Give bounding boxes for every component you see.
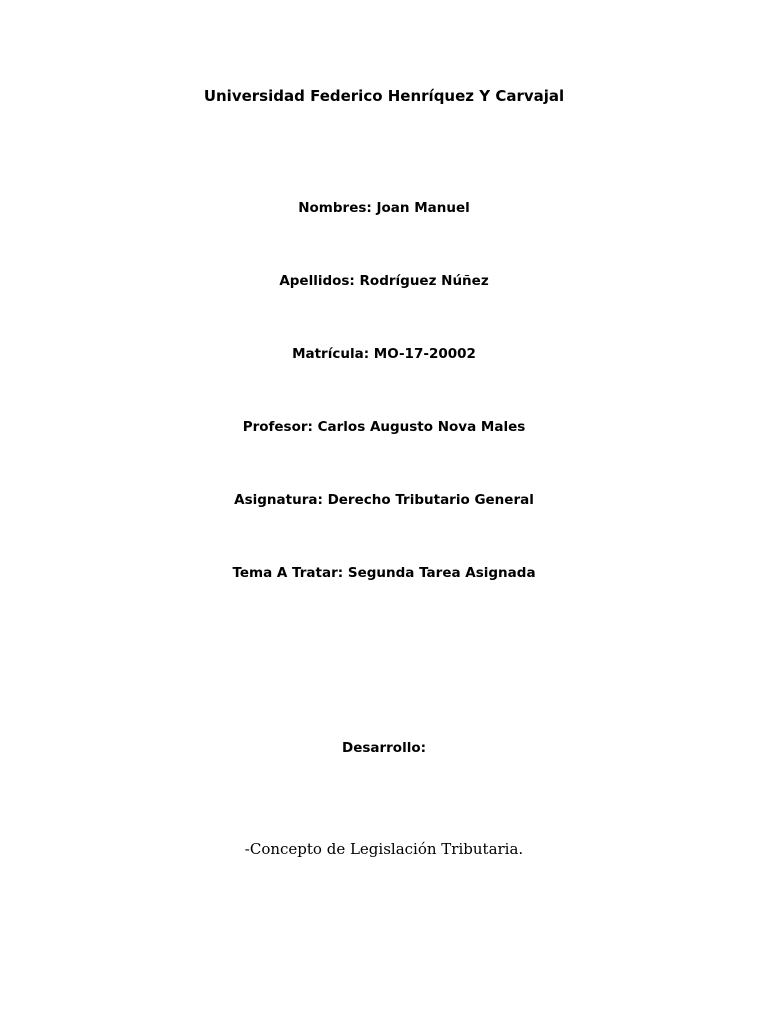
asignatura-field: Asignatura: Derecho Tributario General [234, 492, 534, 508]
profesor-field: Profesor: Carlos Augusto Nova Males [242, 419, 526, 435]
nombres-field: Nombres: Joan Manuel [298, 200, 470, 216]
tema-field: Tema A Tratar: Segunda Tarea Asignada [232, 565, 536, 581]
concepto-subheading: -Concepto de Legislación Tributaria. [244, 840, 524, 858]
apellidos-field: Apellidos: Rodríguez Núñez [279, 273, 489, 289]
matricula-field: Matrícula: MO-17-20002 [292, 346, 476, 362]
university-title: Universidad Federico Henríquez Y Carvajal [203, 87, 565, 105]
desarrollo-heading: Desarrollo: [341, 740, 427, 756]
